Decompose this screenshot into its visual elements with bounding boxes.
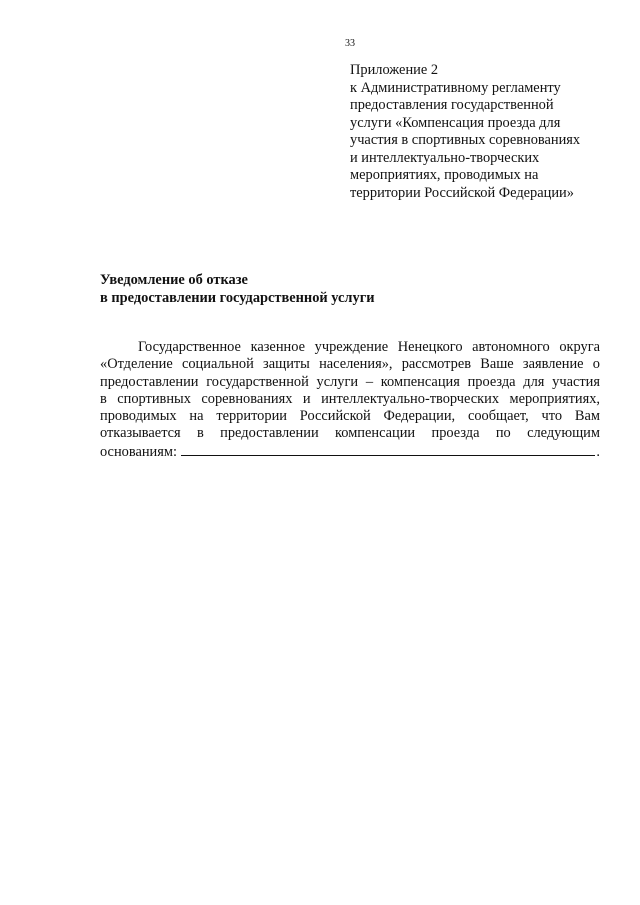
paragraph-line: Государственное казенное учреждение Ненецкого автономного округа xyxy=(138,339,600,355)
paragraph-line: в спортивных соревнованиях и интеллектуально-творческих мероприятиях, xyxy=(100,390,600,407)
appendix-line: и интеллектуально-творческих xyxy=(350,149,540,166)
paragraph-line: предоставлении государственной услуги – компенсация проезда для участия xyxy=(100,373,600,390)
grounds-blank-field[interactable] xyxy=(181,443,595,456)
paragraph-line: отказывается в предоставлении компенсации проезда по следующим xyxy=(100,425,600,442)
appendix-line: участия в спортивных соревнованиях xyxy=(350,132,581,148)
appendix-line: услуги «Компенсация проезда для xyxy=(350,114,561,131)
page-number: 33 xyxy=(345,38,355,49)
grounds-label: основаниям: xyxy=(100,443,177,460)
appendix-line: мероприятиях, проводимых на xyxy=(350,167,539,183)
notice-paragraph xyxy=(100,339,600,460)
appendix-line: территории Российской Федерации» xyxy=(350,184,574,201)
appendix-line: Приложение 2 xyxy=(350,62,439,78)
title-line: в предоставлении государственной услуги xyxy=(100,289,375,306)
appendix-line: к Административному регламенту xyxy=(350,79,561,96)
grounds-line xyxy=(100,443,600,460)
title-line: Уведомление об отказе xyxy=(100,272,248,288)
appendix-header xyxy=(350,62,610,202)
paragraph-line: «Отделение социальной защиты населения», рассмотрев Ваше заявление о xyxy=(100,356,600,373)
document-title xyxy=(100,272,520,307)
appendix-line: предоставления государственной xyxy=(350,97,554,113)
paragraph-line: проводимых на территории Российской Федерации, сообщает, что Вам xyxy=(100,408,600,425)
grounds-period: . xyxy=(596,443,600,460)
